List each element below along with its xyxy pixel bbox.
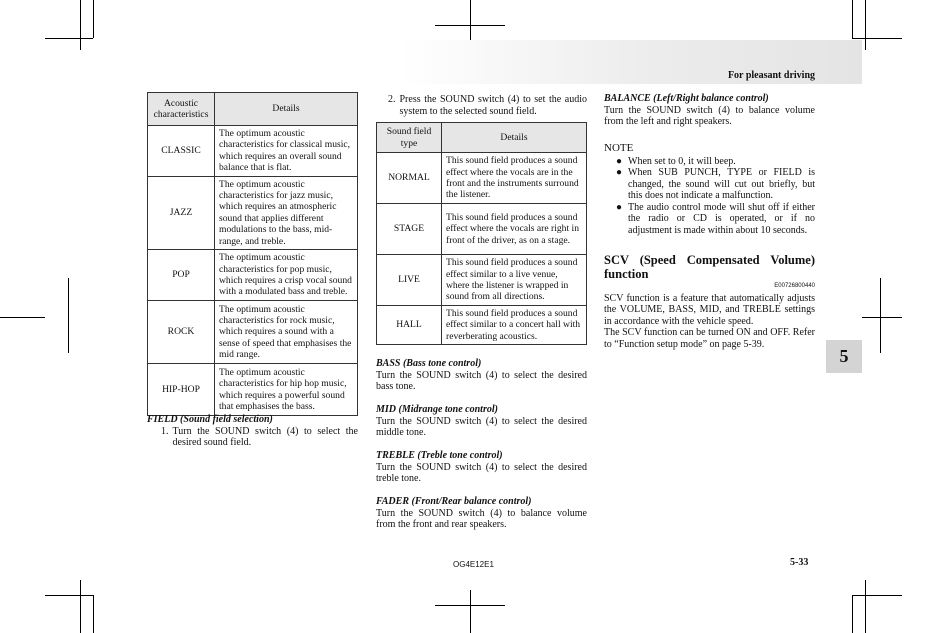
note-item — [604, 202, 815, 237]
table-row — [148, 176, 358, 249]
chapter-tab: 5 — [826, 340, 862, 373]
table-cell-details: The optimum acoustic characteristics for jazz music, which requires an atmospheric sound that applies different modulations to the bass, mid-range, and treble. — [215, 176, 358, 249]
mid-section — [376, 404, 587, 439]
mid-heading: MID (Midrange tone control) — [376, 404, 498, 415]
table-header-cell: Details — [442, 123, 587, 153]
table-row — [377, 204, 587, 255]
bullet-icon: ● — [616, 167, 623, 178]
note-item — [604, 156, 815, 168]
table-cell-name: HIP-HOP — [148, 364, 215, 416]
table-cell-name: CLASSIC — [148, 126, 215, 177]
table-cell-details: The optimum acoustic characteristics for classical music, which requires an overall sound balance that is flat. — [215, 126, 358, 177]
balance-section — [604, 93, 815, 128]
table-row — [148, 301, 358, 364]
scv-text-1: SCV function is a feature that automatically adjusts the VOLUME, BASS, MID, and TREBLE settings in accordance with the vehicle speed. — [604, 292, 815, 327]
note-item-text: The audio control mode will shut off if either the radio or CD is operated, or if no adjustment is made within about 10 seconds. — [628, 201, 815, 236]
sound-field-table — [376, 122, 587, 345]
fader-heading: FADER (Front/Rear balance control) — [376, 496, 532, 507]
table-cell-name: STAGE — [377, 204, 442, 255]
field-step-1 — [147, 426, 358, 449]
note-item-text: When set to 0, it will beep. — [628, 155, 736, 167]
treble-section — [376, 450, 587, 485]
scv-text-2: The SCV function can be turned ON and OFF. Refer to “Function setup mode” on page 5-39. — [604, 327, 815, 350]
note-section — [604, 143, 815, 236]
table-cell-details: This sound field produces a sound effect where the vocals are in the front and the instruments surround the listener. — [442, 153, 587, 204]
note-item-text: When SUB PUNCH, TYPE or FIELD is changed, the sound will cut out briefly, but this does not indicate a malfunction. — [628, 167, 815, 201]
table-cell-name: LIVE — [377, 255, 442, 306]
table-row — [148, 250, 358, 301]
table-cell-details: The optimum acoustic characteristics for rock music, which requires a sound with a sense of speed that emphasises the mid range. — [215, 301, 358, 364]
treble-text: Turn the SOUND switch (4) to select the desired treble tone. — [376, 461, 587, 484]
table-row — [377, 255, 587, 306]
bass-heading: BASS (Bass tone control) — [376, 358, 482, 369]
table-cell-name: NORMAL — [377, 153, 442, 204]
bullet-icon: ● — [616, 201, 623, 213]
table-header-cell: Sound field type — [377, 123, 442, 153]
scv-code: E00726800440 — [774, 283, 815, 289]
step-text: Press the SOUND switch (4) to set the audio system to the selected sound field. — [399, 94, 587, 117]
footer-code: OG4E12E1 — [453, 560, 494, 569]
step-number: 1. — [161, 425, 169, 437]
fader-text: Turn the SOUND switch (4) to balance volume from the front and rear speakers. — [376, 507, 587, 530]
table-cell-details: The optimum acoustic characteristics for hip hop music, which requires a powerful sound that emphasises the bass. — [215, 364, 358, 416]
table-row — [148, 126, 358, 177]
treble-heading: TREBLE (Treble tone control) — [376, 450, 503, 461]
step-text: Turn the SOUND switch (4) to select the desired sound field. — [172, 425, 358, 448]
table-cell-name: HALL — [377, 306, 442, 345]
note-label: NOTE — [604, 142, 634, 154]
bass-text: Turn the SOUND switch (4) to select the desired bass tone. — [376, 369, 587, 392]
note-item — [604, 167, 815, 202]
table-row — [148, 364, 358, 416]
fader-section — [376, 496, 587, 531]
acoustic-characteristics-table — [147, 92, 358, 416]
mid-text: Turn the SOUND switch (4) to select the desired middle tone. — [376, 415, 587, 438]
table-header-cell: Acoustic characteristics — [148, 93, 215, 126]
page-number: 5-33 — [790, 557, 809, 568]
balance-text: Turn the SOUND switch (4) to balance volume from the left and right speakers. — [604, 104, 815, 127]
table-header-cell: Details — [215, 93, 358, 126]
table-cell-details: This sound field produces a sound effect where the vocals are right in front of the driver, as on a stage. — [442, 204, 587, 255]
table-cell-details: The optimum acoustic characteristics for pop music, which requires a crisp vocal sound with a modulated bass and treble. — [215, 250, 358, 301]
table-cell-details: This sound field produces a sound effect similar to a live venue, where the listener is wrapped in sound from all directions. — [442, 255, 587, 306]
balance-heading: BALANCE (Left/Right balance control) — [604, 93, 769, 104]
field-heading: FIELD (Sound field selection) — [147, 414, 273, 425]
scv-section — [604, 253, 815, 350]
table-cell-name: JAZZ — [148, 176, 215, 249]
field-step-2 — [376, 94, 587, 117]
scv-heading: SCV (Speed Compensated Volume) function — [604, 253, 815, 281]
table-cell-name: POP — [148, 250, 215, 301]
table-row — [377, 153, 587, 204]
section-header-title: For pleasant driving — [727, 70, 815, 81]
table-cell-details: This sound field produces a sound effect similar to a concert hall with reverberating acoustics. — [442, 306, 587, 345]
step-number: 2. — [388, 94, 396, 105]
bass-section — [376, 358, 587, 393]
table-row — [377, 306, 587, 345]
field-section — [147, 414, 358, 449]
bullet-icon: ● — [616, 155, 623, 167]
table-cell-name: ROCK — [148, 301, 215, 364]
